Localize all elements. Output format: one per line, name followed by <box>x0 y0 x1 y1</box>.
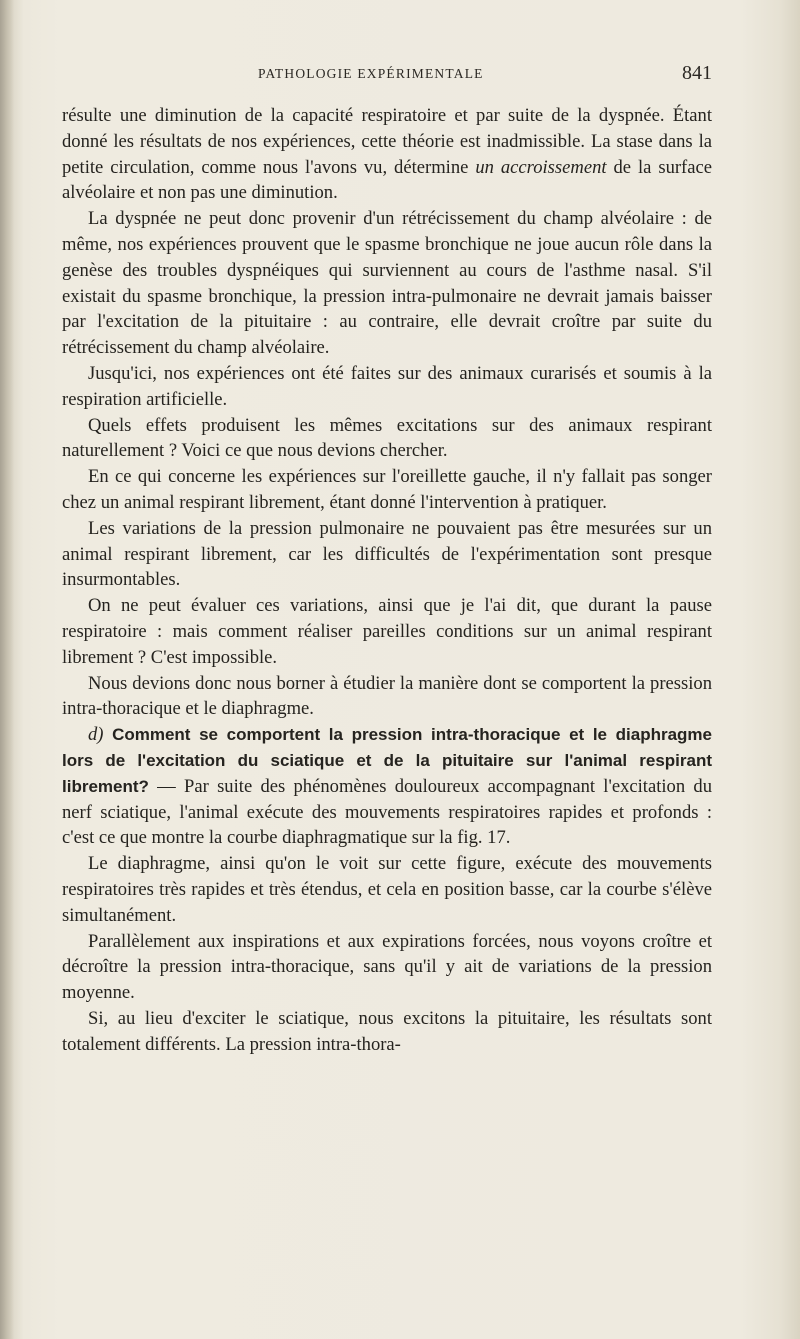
paragraph: En ce qui concerne les expériences sur l'oreillette gauche, il n'y fallait pas songer chez un animal respirant librement, étant donné l'intervention à pratiquer. <box>62 466 712 513</box>
paragraph: Les variations de la pression pulmonaire ne pouvaient pas être mesurées sur un animal respirant librement, car les difficultés de l'expérimentation sont presque insurmontables. <box>62 517 712 591</box>
paragraph: Si, au lieu d'exciter le sciatique, nous excitons la pituitaire, les résultats sont totalement différents. La pression intra-thora- <box>62 1007 712 1055</box>
emphasis-text: un accroissement <box>475 156 607 178</box>
section-heading: Comment se comportent la pression intra-thoracique et le diaphragme lors de l'excitation du sciatique et de la pituitaire sur l'animal respirant librement? <box>62 725 712 796</box>
paragraph: Parallèlement aux inspirations et aux expirations forcées, nous voyons croître et décroître la pression intra-thoracique, sans qu'il y ait de variations de la pression moyenne. <box>62 930 712 1004</box>
page-number: 841 <box>682 62 712 84</box>
paragraph: La dyspnée ne peut donc provenir d'un rétrécissement du champ alvéolaire : de même, nos expériences prouvent que le spasme bronchique ne joue aucun rôle dans la genèse des troubles dyspnéiques qui surviennent au cours de l'asthme nasal. S'il existait du spasme bronchique, la pression intra-pulmonaire ne devrait jamais baisser par l'excitation de la pituitaire : au contraire, elle devrait croître par suite du rétrécissement du champ alvéolaire. <box>62 208 712 359</box>
section-paragraph <box>62 722 712 851</box>
running-title: PATHOLOGIE EXPÉRIMENTALE <box>258 66 484 81</box>
section-label: d) <box>88 724 104 746</box>
page-binding-edge <box>0 0 14 1339</box>
paragraph: Quels effets produisent les mêmes excitations sur des animaux respirant naturellement ? Voici ce que nous devions chercher. <box>62 414 712 462</box>
paragraph-text: résulte une diminution de la capacité respiratoire et par suite de la dyspnée. Étant donné les résultats de nos expériences, cette théorie est inadmissible. La stase dans la petite circulation, comme nous l'avons vu, détermine <box>62 105 712 178</box>
running-header <box>62 62 712 88</box>
paragraph: Nous devions donc nous borner à étudier la manière dont se comportent la pression intra-thoracique et le diaphragme. <box>62 672 712 720</box>
paragraph-text: — Par suite des phénomènes douloureux accompagnant l'excitation du nerf sciatique, l'animal exécute des mouvements respiratoires rapides et profonds : c'est ce que montre la courbe diaphragmatique sur la fig. 17. <box>62 775 712 849</box>
body-text <box>62 103 712 1057</box>
paragraph: Le diaphragme, ainsi qu'on le voit sur cette figure, exécute des mouvements respiratoires très rapides et très étendus, et cela en position basse, car la courbe s'élève simultanément. <box>62 853 712 926</box>
paragraph-text: de la surface alvéolaire et non pas une diminution. <box>62 156 713 204</box>
paragraph: On ne peut évaluer ces variations, ainsi que je l'ai dit, que durant la pause respiratoire : mais comment réaliser pareilles conditions sur un animal respirant librement ? C'est impossible. <box>62 595 712 668</box>
paragraph: Jusqu'ici, nos expériences ont été faites sur des animaux curarisés et soumis à la respiration artificielle. <box>62 362 712 410</box>
paragraph <box>62 103 712 206</box>
